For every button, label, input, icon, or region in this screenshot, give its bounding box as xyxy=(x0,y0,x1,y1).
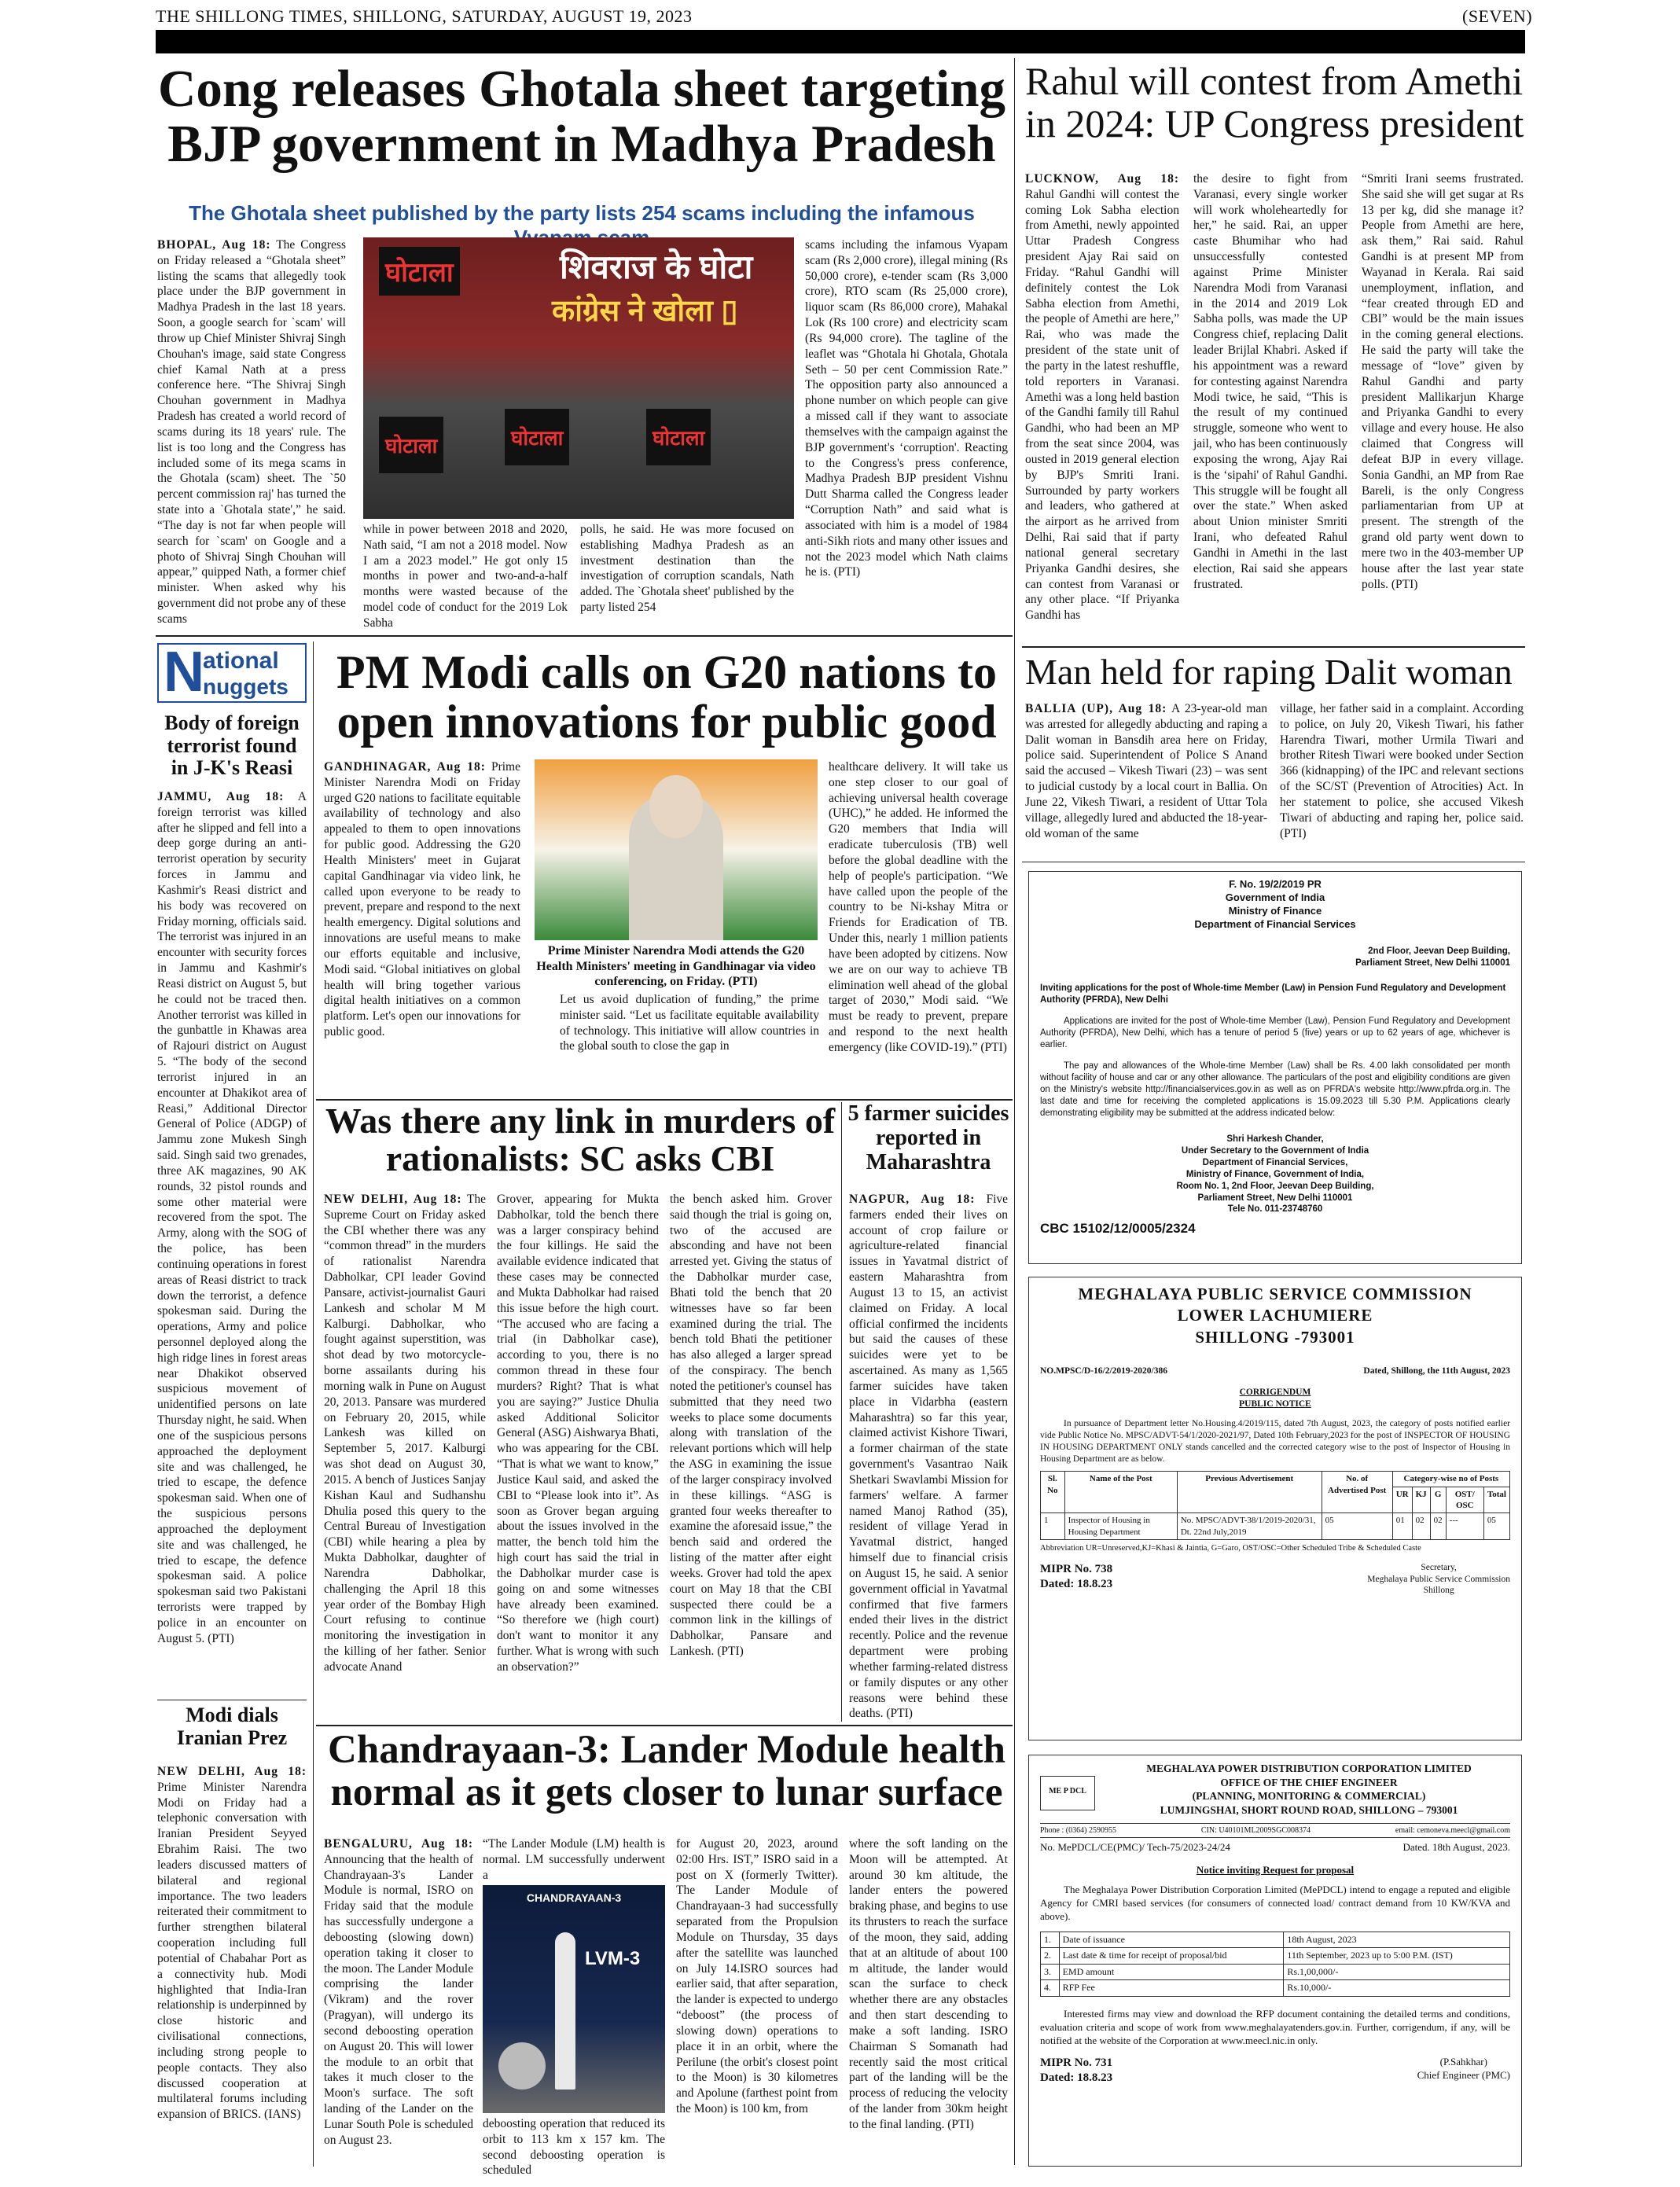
sig-line: Room No. 1, 2nd Floor, Jeevan Deep Building, xyxy=(1176,1181,1374,1191)
nuggets-logo-word: ational xyxy=(203,648,279,674)
nuggets-story1-body: A foreign terrorist was killed after he slipped and fell into a deep gorge during an anti-terrorist operation by security forces in Jammu and Kashmir's Reasi district and his body was recovered on Friday morning, officials said. The terrorist was injured in an encounter with security forces in Jammu and Kashmir's Reasi district on August 5, but he could not be traced then. Another terrorist was killed in the gunbattle in Khawas area of Rajouri district on August 5. “The body of the second terrorist injured in an encounter at Dhakikot area of Reasi,” Additional Director General of Police (ADGP) of Jammu zone Mukesh Singh said. Singh said two grenades, three AK magazines, 90 AK rounds, 32 pistol rounds and some other material were recovered from the spot. The Army, along with the SOG of the police, has been continuing operations in forest areas of Reasi district to track down the terrorist, a defence spokesman said. During the operations, Army and police personnel deployed along the high ridge lines in forest areas near Dhakikot observed suspicious movement of unidentified persons on late Thursday night, he said. When one of the suspicious persons approached the deployment site and was challenged, he tried to escape, the defence spokesman said. When one of the suspicious persons approached the deployment site and was challenged, he tried to escape, the defence spokesman said. A police spokesman said two Pakistani terrorists were trapped by police in an encounter on August 5. (PTI) xyxy=(157,790,307,1645)
ad-file-no: F. No. 19/2/2019 PR xyxy=(1229,878,1322,890)
nuggets-logo-word: nuggets xyxy=(203,674,289,699)
ad-title: Inviting applications for the post of Whole-time Member (Law) in Pension Fund Regulatory and Development Authority (PFRDA), New Delhi xyxy=(1040,983,1506,1005)
mpsc-corrigendum: CORRIGENDUM xyxy=(1239,1387,1311,1397)
sig-line: Shillong xyxy=(1423,1586,1454,1596)
table-header: Name of the Post xyxy=(1064,1472,1177,1513)
amethi-text-1: Rahul Gandhi will contest the coming Lok Sabha election from Amethi, newly appointed Uttar Pradesh Congress president Ajay Rai said on Friday. “Rahul Gandhi will definitely contest the Lok Sabha election from Amethi, the people of Amethi are here,” Rai, who was made the president of the state unit of the party in the latest reshuffle, told reporters in Varanasi. Amethi was a long held bastion of the Gandhi family till Rahul Gandhi, who had been an MP from the seat since 2004, was ousted in 2019 general election by BJP's Smriti Irani. Surrounded by party workers and leaders, who gathered at the airport as he arrived from Delhi, Rai said that if party national general secretary Priyanka Gandhi desires, she can contest from Varanasi or any other place. “If Priyanka Gandhi has xyxy=(1025,187,1179,623)
mepdcl-ref-row xyxy=(1040,1841,1510,1854)
amethi-col3 xyxy=(1362,171,1524,641)
mpsc-ref-row xyxy=(1040,1365,1510,1377)
dalit-headline: Man held for raping Dalit woman xyxy=(1025,652,1513,692)
ad-dept: Department of Financial Services xyxy=(1194,917,1356,930)
g20-dateline: GANDHINAGAR, Aug 18: xyxy=(324,760,486,774)
amethi-col1 xyxy=(1025,171,1179,641)
chandrayaan-text-4: where the soft landing on the Moon will be attempted. At around 30 km altitude, the lander enters the powered braking phase, and begins to use its thrusters to reach the surface of the moon, they said, adding that at an altitude of about 100 m altitude, the lander would scan the surface to check whether there are any obstacles and then start descending to make a soft landing. ISRO Chairman S Somanath had recently said the most critical part of the landing will be the process of reducing the velocity of the lander from 30km height to the final landing. (PTI) xyxy=(849,1837,1008,2131)
nuggets-story1-headline: Body of foreign terrorist found in J-K's Reasi xyxy=(164,711,300,780)
finance-advertisement xyxy=(1028,871,1522,1264)
chandrayaan-text-1: Announcing that the health of Chandrayaan-3's Lander Module is normal, ISRO on Friday said that the module has successfully undergone a deboosting (slowing down) operation taking it closer to the moon. The Lander Module comprising the lander (Vikram) and the rover (Pragyan), will undergo its second deboosting operation on August 20. This will lower the module to an orbit that takes it much closer to the Moon's surface. The soft landing of the Lander on the Lunar South Pole is scheduled on August 23. xyxy=(324,1852,473,2147)
ghotala-col2 xyxy=(363,522,568,630)
mpsc-title: SHILLONG -793001 xyxy=(1195,1327,1355,1347)
poster-vehicle: LVM-3 xyxy=(585,1948,641,1969)
ghotala-col4 xyxy=(805,237,1008,627)
g20-col1 xyxy=(324,759,520,1096)
table-cell: 4. xyxy=(1041,1980,1060,1997)
g20-photo-caption: Prime Minister Narendra Modi attends the G20 Health Ministers' meeting in Gandhinagar via video conferencing, on Friday. (PTI) xyxy=(536,944,816,989)
ghotala-poster: घोटाला xyxy=(379,417,443,473)
mpsc-advertisement xyxy=(1028,1277,1522,1740)
mpsc-footer xyxy=(1040,1562,1510,1597)
ghotala-poster: घोटाला xyxy=(646,409,711,465)
ad-signature xyxy=(1040,1134,1510,1216)
chandrayaan-text-2b: deboosting operation that reduced its orbit to 113 km x 157 km. The second deboosting operation is scheduled xyxy=(483,2117,665,2178)
table-header: Category-wise no of Posts xyxy=(1392,1472,1509,1487)
amethi-dateline: LUCKNOW, Aug 18: xyxy=(1025,172,1179,186)
mepdcl-notice: Notice inviting Request for proposal xyxy=(1196,1864,1355,1876)
chandrayaan-headline: Chandrayaan-3: Lander Module health normal as it gets closer to lunar surface xyxy=(328,1728,1005,1814)
table-cell: 2. xyxy=(1041,1948,1060,1965)
ghotala-headline: Cong releases Ghotala sheet targeting BJP government in Madhya Pradesh xyxy=(157,60,1006,174)
amethi-headline: Rahul will contest from Amethi in 2024: UP Congress president xyxy=(1025,59,1524,145)
chandrayaan-col2b xyxy=(483,2116,665,2178)
g20-text-3: healthcare delivery. It will take us one step closer to our goal of achieving universal health coverage (UHC),” he added. He informed the G20 members that India will eradicate tuberculosis (TB) well before the global deadline with the help of people's participation. “We have called upon the people of the country to be Ni-kshay Mitra or Friends for Eradication of TB. Under this, nearly 1 million patients have been adopted by citizens. Now we are on our way to achieve TB elimination well ahead of the global target of 2030,” Modi said. “We must be ready to prevent, prepare and respond to the next health emergency (like COVID-19).” (PTI) xyxy=(829,760,1008,1054)
mpsc-mipr-date: Dated: 18.8.23 xyxy=(1040,1578,1113,1591)
table-cell: 3. xyxy=(1041,1964,1060,1980)
table-cell: 1 xyxy=(1041,1513,1065,1540)
sig-line: (P.Sahkhar) xyxy=(1439,2055,1487,2068)
rationalists-text-3: the bench asked him. Grover said though the trial is going on, two of the accused are absconding and have not been arrested yet. Giving the status of the Dabholkar murder case, Bhati told the bench that 20 witnesses have so far been examined during the trial. The bench told Bhati the petitioner has also alleged a larger spread of the conspiracy. The bench noted the petitioner's counsel has submitted that they need two weeks to place some documents along with translation of the relevant portions which will help the ASG in examining the issue of the larger conspiracy involved in these killings. “ASG is granted four weeks thereafter to examine the aforesaid issue,” the bench said and ordered the listing of the matter after eight weeks. Grover had told the apex court on May 18 that the CBI suspected there could be a common link in the killings of Dabholkar, Pansare and Lankesh. (PTI) xyxy=(670,1193,832,1659)
mpsc-body: In pursuance of Department letter No.Housing.4/2019/115, dated 7th August, 2023, the category of posts notified earlier vide Public Notice No. MPSC/ADVT-54/1/2020-2021/97, Dated 10th February,2023 for the post of INSPECTOR OF HOUSING IN HOUSING DEPARTMENT ONLY stands cancelled and the corrected category wise to the post of Inspector of Housing in Housing Department are as below. xyxy=(1040,1418,1510,1464)
table-row xyxy=(1041,1513,1510,1540)
mpsc-title: LOWER LACHUMIERE xyxy=(1177,1306,1373,1325)
column-divider xyxy=(1014,58,1015,2165)
rationalists-col1 xyxy=(324,1192,486,1718)
masthead-left: THE SHILLONG TIMES, SHILLONG, SATURDAY, AUGUST 19, 2023 xyxy=(156,6,693,26)
chandrayaan-text-2: “The Lander Module (LM) health is normal. LM successfully underwent a xyxy=(483,1837,665,1882)
mepdcl-title: (PLANNING, MONITORING & COMMERCIAL) xyxy=(1192,1790,1426,1803)
ad-gov: Government of India xyxy=(1225,891,1325,903)
sig-line: Shri Harkesh Chander, xyxy=(1226,1134,1324,1144)
nuggets-story1-dateline: JAMMU, Aug 18: xyxy=(157,790,285,803)
dalit-text-2: village, her father said in a complaint. According to police, on July 20, Vikesh Tiwari, his father Harendra Tiwari, mother Urmila Tiwari and brother Ritesh Tiwari were booked under Section 366 (kidnapping) of the IPC and relevant sections of the SC/ST (Prevention of Atrocities) Act. In her statement to police, she accused Vikesh Tiwari of abducting and raping her, police said. (PTI) xyxy=(1280,702,1524,840)
rationalists-headline: Was there any link in murders of rationalists: SC asks CBI xyxy=(325,1101,836,1179)
dalit-col1 xyxy=(1025,701,1267,857)
ghotala-text-1: The Congress on Friday released a “Ghotala sheet” listing the scams that allegedly took place under the BJP government in Madhya Pradesh in the last 18 years. Soon, a google search for `scam' will throw up Chief Minister Shivraj Singh Chouhan's image, said state Congress chief Kamal Nath at a press conference here. “The Shivraj Singh Chouhan government in Madhya Pradesh has created a world record of scams during its 18 years' rule. The list is too long and the Congress has included some of its mega scams in the Ghotala (scam) sheet. The `50 percent commission raj' has turned the state into a `Ghotala state',” he said. “The day is not far when people will search for `scam' on Google and a photo of Shivraj Singh Chouhan will appear,” quipped Nath, a former chief minister. When asked why his government did not probe any of these scams xyxy=(157,238,346,626)
ghotala-banner-text: कांग्रेस ने खोला ▯ xyxy=(552,295,738,328)
chandrayaan-poster xyxy=(483,1885,665,2113)
amethi-col2 xyxy=(1193,171,1347,641)
nuggets-story2-body: Prime Minister Narendra Modi on Friday had a telephonic conversation with Iranian President Seyyed Ebrahim Raisi. The two leaders discussed matters of bilateral and regional importance. The two leaders reiterated their commitment to further strengthen bilateral cooperation including full potential of Chabahar Port as a connectivity hub. Modi highlighted that India-Iran relationship is underpinned by close historic and civilisational connections, including strong people to people contacts. They also discussed cooperation at multilateral forums including expansion of BRICS. (IANS) xyxy=(157,1780,307,2122)
table-header: Total xyxy=(1483,1487,1509,1513)
ad-address: 2nd Floor, Jeevan Deep Building, xyxy=(1368,946,1510,956)
mepdcl-footer xyxy=(1040,2056,1510,2086)
section-rule xyxy=(156,635,1013,637)
chandrayaan-col2 xyxy=(483,1836,665,1884)
table-cell: Rs.10,000/- xyxy=(1284,1980,1510,1997)
ghotala-dateline: BHOPAL, Aug 18: xyxy=(157,238,271,252)
farmers-headline: 5 farmer suicides reported in Maharashtra xyxy=(847,1101,1009,1174)
table-cell: 1. xyxy=(1041,1932,1060,1948)
sig-line: Tele No. 011-23748760 xyxy=(1227,1204,1323,1215)
moon-icon xyxy=(498,2042,546,2090)
rocket-icon xyxy=(555,1932,575,2090)
section-rule xyxy=(316,1725,1013,1726)
g20-col3 xyxy=(829,759,1008,1096)
ghotala-banner-text: शिवराज के घोटा xyxy=(560,248,753,285)
sig-line: Meghalaya Public Service Commission xyxy=(1367,1574,1510,1584)
ghotala-text-4: scams including the infamous Vyapam scam (Rs 2,000 crore), illegal mining (Rs 50,000 crore), e-tender scam (Rs 3,000 crore), RTO scam (Rs 25,000 crore), liquor scam (Rs 86,000 crore), Mahakal Lok (Rs 100 crore) and electricity scam (Rs 94,000 crore). The tagline of the leaflet was “Ghotala hi Ghotala, Ghotala Seth – 50 per cent Commission Rate.” The opposition party also announced a phone number on which people can give a missed call if they want to associate themselves with the campaign against the BJP government's ‘corruption'. Reacting to the Congress's press conference, Madhya Pradesh BJP president Vishnu Dutt Sharma called the Congress leader “Corruption Nath” and said what is associated with him is a model of 1984 anti-Sikh riots and many other issues and not the 2023 model which Nath claims he is. (PTI) xyxy=(805,238,1008,579)
farmers-text xyxy=(849,1192,1009,1721)
table-row xyxy=(1041,1980,1510,1997)
mpsc-table xyxy=(1040,1471,1510,1539)
mepdcl-body: The Meghalaya Power Distribution Corporation Limited (MePDCL) intend to engage a reputed and eligible Agency for CMRI based services (for consumers of connected load/ contract demand from 10 KW/KVA and above). xyxy=(1040,1883,1510,1922)
table-cell: 05 xyxy=(1483,1513,1509,1540)
mepdcl-title: LUMJINGSHAI, SHORT ROUND ROAD, SHILLONG – 793001 xyxy=(1160,1803,1458,1816)
chandrayaan-text-3: for August 20, 2023, around 02:00 Hrs. IST,” ISRO said in a post on X (formerly Twitter). The Lander Module of Chandrayaan-3 had successfully separated from the Propulsion Module on Thursday, 35 days after the satellite was launched on July 14.ISRO sources had earlier said, that after separation, the lander is expected to undergo “deboost” (the process of slowing down) operations to place it in an orbit, where the Perilune (the orbit's closest point to the Moon) is 30 kilometres and Apolune (farthest point from the Moon) is 100 km, from xyxy=(676,1837,838,2116)
rationalists-text-2: Grover, appearing for Mukta Dabholkar, told the bench there was a larger conspiracy behind the four killings. He said the available evidence indicated that these cases may be connected and Mukta Dabholkar had raised this issue before the high court. “The accused who are facing a trial (in Dabholkar case), according to you, there is no common thread in these four murders? Right? That is what you are saying?” Justice Dhulia asked Additional Solicitor General (ASG) Aishwarya Bhati, who was appearing for the CBI. “That is what we want to know,” Justice Kaul said, and asked the CBI to “Please look into it”. As soon as Grover began arguing about the issues involved in the matter, the bench told him the high court has said the trial in the Dabholkar murder case is going on and some witnesses have already been examined. “So therefore we (high court) don't want to monitor it any further. What is wrong with such an observation?” xyxy=(497,1193,659,1674)
chandrayaan-col1 xyxy=(324,1836,473,2167)
table-header: Sl. No xyxy=(1041,1472,1065,1513)
table-cell: Date of issuance xyxy=(1059,1932,1284,1948)
mpsc-date: Dated, Shillong, the 11th August, 2023 xyxy=(1363,1365,1510,1376)
dalit-col2 xyxy=(1280,701,1524,857)
sig-line: Under Secretary to the Government of India xyxy=(1181,1145,1369,1156)
farmers-body: Five farmers ended their lives on account of crop failure or agriculture-related financial issues in Yavatmal district of eastern Maharashtra from August 13 to 15, an activist claimed on Friday. A local official confirmed the incidents but said the causes of these suicides were yet to be ascertained. As many as 1,565 farmer suicides have taken place in Vidarbha (eastern Maharashtra) so far this year, claimed activist Kishore Tiwari, a former chairman of the state government's Vasantrao Naik Shetkari Swavlambi Mission for farmers' welfare. A farmer named Manoj Rathod (35), resident of village Yerad in Yavatmal district, hanged himself due to financial crisis on August 15, he said. A senior government official in Yavatmal confirmed that five farmers ended their lives in the district recently. Police and the revenue department were probing whether farming-related distress or family disputes or any other reasons were behind these deaths. (PTI) xyxy=(849,1193,1009,1721)
table-cell: 02 xyxy=(1412,1513,1430,1540)
section-rule xyxy=(1022,646,1525,648)
chandrayaan-col4 xyxy=(849,1836,1008,2167)
mepdcl-ref: No. MePDCL/CE(PMC)/ Tech-75/2023-24/24 xyxy=(1040,1841,1230,1854)
table-row xyxy=(1041,1948,1510,1965)
mpsc-title: MEGHALAYA PUBLIC SERVICE COMMISSION xyxy=(1078,1285,1472,1303)
farmers-dateline: NAGPUR, Aug 18: xyxy=(849,1193,976,1206)
sig-line: Department of Financial Services, xyxy=(1202,1157,1348,1167)
table-cell: Last date & time for receipt of proposal/bid xyxy=(1059,1948,1284,1965)
mepdcl-phone: Phone : (0364) 2590955 xyxy=(1040,1826,1116,1836)
nuggets-story2-headline: Modi dials Iranian Prez xyxy=(176,1704,288,1749)
modi-video-photo xyxy=(535,759,818,940)
masthead-rule xyxy=(156,30,1525,53)
table-cell: --- xyxy=(1446,1513,1483,1540)
table-cell: 05 xyxy=(1322,1513,1392,1540)
mepdcl-mipr: MIPR No. 731 xyxy=(1040,2056,1113,2069)
nuggets-logo-letter: N xyxy=(164,641,204,704)
table-header: UR xyxy=(1392,1487,1412,1513)
national-nuggets-logo xyxy=(157,643,307,703)
table-header: No. of Advertised Post xyxy=(1322,1472,1392,1513)
chandrayaan-dateline: BENGALURU, Aug 18: xyxy=(324,1837,473,1851)
chandrayaan-col3 xyxy=(676,1836,838,2167)
sig-line: Secretary, xyxy=(1421,1562,1457,1572)
poster-title: CHANDRAYAAN-3 xyxy=(526,1891,622,1904)
ghotala-press-photo xyxy=(363,237,794,519)
table-header: Previous Advertisement xyxy=(1177,1472,1322,1513)
mpsc-ref: NO.MPSC/D-16/2/2019-2020/386 xyxy=(1040,1365,1167,1376)
mpsc-abbreviation: Abbreviation UR=Unreserved,KJ=Khasi & Jaintia, G=Garo, OST/OSC=Other Scheduled Tribe & Scheduled Caste xyxy=(1040,1543,1421,1553)
ghotala-col3 xyxy=(580,522,794,627)
ad-ministry: Ministry of Finance xyxy=(1228,904,1322,917)
rationalists-text-1: The Supreme Court on Friday asked the CBI whether there was any “common thread” in the murders of rationalist Narendra Dabholkar, CPI leader Govind Pansare, activist-journalist Gauri Lankesh and scholar M M Kalburgi. Dabholkar, who fought against superstition, was shot dead by two motorcycle-borne assailants during his morning walk in Pune on August 20, 2013. Pansare was murdered on February 20, 2015, while Lankesh was killed on September 5, 2017. Kalburgi was shot dead on August 30, 2015. A bench of Justices Sanjay Kishan Kaul and Sudhanshu Dhulia posed this query to the Central Bureau of Investigation (CBI) while hearing a plea by Mukta Dabholkar, daughter of Narendra Dabholkar, challenging the April 18 this year order of the Bombay High Court refusing to continue monitoring the investigation in the killing of her father. Senior advocate Anand xyxy=(324,1193,486,1674)
masthead-page-number: (SEVEN) xyxy=(1462,6,1533,26)
g20-text-2: Let us avoid duplication of funding,” the prime minister said. “Let us facilitate equitable availability of technology. This initiative will allow countries in the global south to close the gap in xyxy=(560,993,819,1053)
ghotala-poster: घोटाला xyxy=(379,247,460,296)
amethi-text-2: the desire to fight from Varanasi, every single worker will work wholeheartedly for her,” he said. Rai, an upper caste Bhumihar who had unsuccessfully contested against Prime Minister Narendra Modi from Varanasi in the 2014 and 2019 Lok Sabha polls, was made the UP Congress chief, replacing Dalit leader Brijlal Khabri. Asked if his appointment was a reward for contesting against Narendra Modi twice, he said, “This is the result of my continued struggle, someone who went to jail, who has been continuously exposing the wrong, Ajay Rai is the ‘sipahi' of Rahul Gandhi. This struggle will be fought all over the state.” When asked about Union minister Smriti Irani, who defeated Rahul Gandhi in Amethi in the last election, Rai said she appears frustrated. xyxy=(1193,172,1347,591)
mepdcl-table xyxy=(1040,1932,1510,1997)
rationalists-col2 xyxy=(497,1192,659,1718)
table-cell: 02 xyxy=(1430,1513,1446,1540)
ghotala-deck: The Ghotala sheet published by the party lists 254 scams including the infamous xyxy=(189,201,975,225)
table-header: KJ xyxy=(1412,1487,1430,1513)
table-cell: Rs.1,00,000/- xyxy=(1284,1964,1510,1980)
ad-para: The pay and allowances of the Whole-time Member (Law) shall be Rs. 4.00 lakh consolidated per month without facility of house and car or any other allowance. The particulars of the post and eligibility conditions are given on the Ministry's website http://financialservices.gov.in as well as on PFRDA's website http://www.pfrda.org.in. The last date and time for receiving the completed applications is 15.09.2023 till 5.30 P.M. Applications clearly demonstrating eligibility may be submitted at the address indicated below: xyxy=(1040,1061,1510,1118)
dalit-dateline: BALLIA (UP), Aug 18: xyxy=(1025,702,1167,715)
mepdcl-date: Dated. 18th August, 2023. xyxy=(1402,1841,1510,1854)
nuggets-story2-text xyxy=(157,1764,307,2157)
ad-para: Applications are invited for the post of Whole-time Member (Law), Pension Fund Regulatory and Development Authority (PFRDA), New Delhi, which has a tenure of period 5 (five) years or up to 62 years of age, whichever is earlier. xyxy=(1040,1016,1510,1050)
ad-cbc-number: CBC 15102/12/0005/2324 xyxy=(1040,1221,1196,1237)
table-cell: Inspector of Housing in Housing Department xyxy=(1064,1513,1177,1540)
mepdcl-title: OFFICE OF THE CHIEF ENGINEER xyxy=(1220,1776,1398,1788)
table-header: OST/ OSC xyxy=(1446,1487,1483,1513)
mepdcl-contact-row xyxy=(1040,1823,1510,1838)
mepdcl-title: MEGHALAYA POWER DISTRIBUTION CORPORATION LIMITED xyxy=(1146,1762,1472,1774)
mepdcl-mipr-date: Dated: 18.8.23 xyxy=(1040,2071,1113,2085)
modi-head xyxy=(649,775,703,838)
column-divider xyxy=(841,1102,842,1722)
column-divider xyxy=(313,641,314,2167)
amethi-text-3: “Smriti Irani seems frustrated. She said she will get sugar at Rs 13 per kg, did she manage it? People from Amethi are here, ask them,” Rai said. Rahul Gandhi is at present MP from Wayanad in Kerala. Rai said unemployment, inflation, and “fear created through ED and CBI” would be the main issues in the coming general elections. He said the party will take the message of “love” given by Rahul Gandhi and party president Mallikarjun Kharge and Priyanka Gandhi to every village and every house. He also claimed that Congress will defeat BJP in every village. Sonia Gandhi, an MP from Rae Bareli, is the only Congress parliamentarian from UP at present. The strength of the grand old party went down to mere two in the 403-member UP house after the last year state polls. (PTI) xyxy=(1362,172,1524,591)
mepdcl-advertisement xyxy=(1028,1755,1522,2167)
mepdcl-cin: CIN: U40101ML2009SGC008374 xyxy=(1200,1826,1311,1836)
table-cell: 11th September, 2023 up to 5:00 P.M. (IST) xyxy=(1284,1948,1510,1965)
sig-line: Parliament Street, New Delhi 110001 xyxy=(1197,1193,1353,1203)
ghotala-text-3: polls, he said. He was more focused on establishing Madhya Pradesh as an investment destination than the investigation of corruption scandals, Nath added. The `Ghotala sheet' published by the party listed 254 xyxy=(580,523,794,615)
dalit-text-1: A 23-year-old man was arrested for allegedly abducting and raping a Dalit woman in Bansdih area here on Friday, police said. Superintendent of Police S Anand said the accused – Vikesh Tiwari (23) – was sent to judicial custody by a local court in Ballia. On June 22, Vikesh Tiwari, a resident of Uttar Tola village, allegedly lured and abducted the 18-year-old woman of the same xyxy=(1025,702,1268,840)
mpsc-mipr: MIPR No. 738 xyxy=(1040,1562,1113,1575)
table-cell: 18th August, 2023 xyxy=(1284,1932,1510,1948)
mepdcl-email: email: cemoneva.meecl@gmail.com xyxy=(1395,1826,1510,1836)
table-cell: 01 xyxy=(1392,1513,1412,1540)
nuggets-story1-text xyxy=(157,789,307,1693)
ghotala-poster: घोटाला xyxy=(505,409,569,465)
g20-text-1: Prime Minister Narendra Modi on Friday urged G20 nations to facilitate equitable availability of technology and also appealed to them to open innovations for public good. Addressing the G20 Health Ministers' meet in Gujarat capital Gandhinagar via video link, he called upon everyone to be ready to prevent, prepare and respond to the next health emergency. Digital solutions and innovations are useful means to make our efforts equitable and inclusive, Modi said. “Global initiatives on global health will bring together various digital health initiatives on a common platform. Let's open our innovations for public good. xyxy=(324,760,520,1039)
ghotala-text-2: while in power between 2018 and 2020, Nath said, “I am not a 2018 model. Now I am a 2023 model.” He got only 15 months in power and two-and-a-half months were wasted because of the model code of conduct for the 2019 Lok Sabha xyxy=(363,523,568,630)
table-cell: No. MPSC/ADVT-38/1/2019-2020/31, Dt. 22nd July,2019 xyxy=(1177,1513,1322,1540)
mepdcl-logo: ME P DCL xyxy=(1040,1776,1095,1810)
rationalists-col3 xyxy=(670,1192,832,1718)
table-cell: EMD amount xyxy=(1059,1964,1284,1980)
table-cell: RFP Fee xyxy=(1059,1980,1284,1997)
table-row xyxy=(1041,1964,1510,1980)
sig-line: Chief Engineer (PMC) xyxy=(1417,2068,1510,2081)
nuggets-story2-dateline: NEW DELHI, Aug 18: xyxy=(157,1765,307,1778)
g20-col2 xyxy=(560,992,819,1096)
ghotala-col1 xyxy=(157,237,346,627)
mpsc-notice: PUBLIC NOTICE xyxy=(1239,1399,1311,1409)
table-row xyxy=(1041,1932,1510,1948)
ad-address: Parliament Street, New Delhi 110001 xyxy=(1355,958,1510,968)
mepdcl-footer-text: Interested firms may view and download the RFP document containing the detailed terms and conditions, evaluation criteria and scope of work from www.meghalayatenders.gov.in. Further, corrigendum, if any, will be notified at the website of the Corporation at www.meecl.nic.in only. xyxy=(1040,2008,1510,2046)
rationalists-dateline: NEW DELHI, Aug 18: xyxy=(324,1193,462,1206)
g20-headline: PM Modi calls on G20 nations to open innovations for public good xyxy=(336,646,998,748)
sig-line: Ministry of Finance, Government of India, xyxy=(1186,1169,1365,1179)
table-header: G xyxy=(1430,1487,1446,1513)
